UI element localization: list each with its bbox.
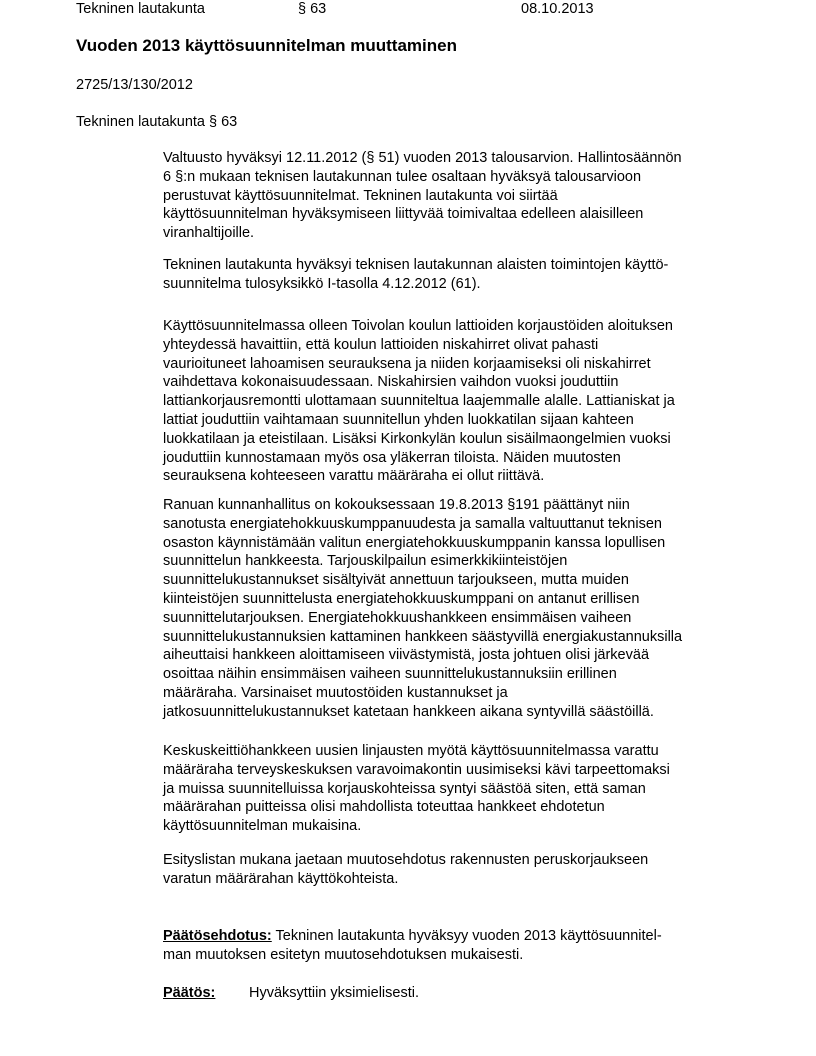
paragraph-line: suunnittelun hankkeesta. Tarjouskilpailun esimerkkikiinteistöjen bbox=[163, 553, 568, 570]
body-paragraph bbox=[163, 256, 668, 294]
paragraph-line: Keskuskeittiöhankkeen uusien linjausten myötä käyttösuunnitelmassa varattu bbox=[163, 743, 659, 759]
paragraph-line: suunnittelukustannuksien kattaminen hankkeen säästyvillä energiakustannuksilla bbox=[163, 628, 683, 645]
paragraph-line: aiheuttaisi hankkeen aloittamiseen viivästymistä, josta johtuen olisi järkevää bbox=[163, 647, 650, 664]
decision-text: Hyväksyttiin yksimielisesti. bbox=[249, 985, 419, 1001]
paragraph-line: Esityslistan mukana jaetaan muutosehdotus rakennusten peruskorjaukseen bbox=[163, 852, 649, 868]
proposal-text-1: Tekninen lautakunta hyväksyy vuoden 2013 käyttösuunnitel- bbox=[275, 928, 662, 944]
paragraph-line: määräraha terveyskeskuksen varavoimakontin uusimiseksi kävi tarpeettomaksi bbox=[163, 761, 670, 778]
header-date: 08.10.2013 bbox=[521, 1, 594, 17]
paragraph-line: osoittaa näihin ensimmäisen vaiheen suunnittelukustannuksiin erillinen bbox=[163, 666, 617, 683]
meeting-reference: Tekninen lautakunta § 63 bbox=[76, 114, 238, 130]
paragraph-line: käyttösuunnitelman mukaisina. bbox=[163, 818, 362, 835]
paragraph-line: jatkosuunnittelukustannukset katetaan hankkeen aikana syntyvillä säästöillä. bbox=[163, 703, 654, 720]
paragraph-line: käyttösuunnitelman hyväksymiseen liittyvää toimivaltaa edelleen alaisilleen bbox=[163, 206, 644, 223]
body-paragraph bbox=[163, 317, 675, 486]
paragraph-line: viranhaltijoille. bbox=[163, 225, 255, 242]
paragraph-line: seurauksena kohteeseen varattu määräraha ei ollut riittävä. bbox=[163, 468, 545, 485]
paragraph-line: lattiankorjausremontti ulottamaan suunniteltua laajemmalle alalle. Lattianiskat ja bbox=[163, 393, 675, 410]
paragraph-line: suunnittelutarjouksen. Energiatehokkuushankkeen ensimmäisen vaiheen bbox=[163, 609, 632, 626]
paragraph-line: suunnitelma tulosyksikkö I-tasolla 4.12.2012 (61). bbox=[163, 275, 481, 292]
paragraph-line: määrärahan puitteissa olisi mahdollista toteuttaa hankkeet ehdotetun bbox=[163, 799, 605, 816]
paragraph-line: kiinteistöjen suunnittelusta energiatehokkuuskumppani on antanut erillisen bbox=[163, 590, 640, 607]
record-number: 2725/13/130/2012 bbox=[76, 77, 193, 93]
body-paragraph bbox=[163, 851, 648, 889]
paragraph-line: osaston käynnistämään valitun energiatehokkuuskumppanin kanssa lopullisen bbox=[163, 534, 666, 551]
paragraph-line: varatun määrärahan käyttökohteista. bbox=[163, 870, 399, 887]
body-paragraph bbox=[163, 496, 682, 722]
paragraph-line: määräraha. Varsinaiset muutostöiden kustannukset ja bbox=[163, 684, 508, 701]
proposal-label: Päätösehdotus: bbox=[163, 928, 272, 944]
header-section: § 63 bbox=[298, 1, 327, 17]
paragraph-line: vaihdettava kokonaisuudessaan. Niskahirsien vaihdon vuoksi jouduttiin bbox=[163, 374, 619, 391]
paragraph-line: Tekninen lautakunta hyväksyi teknisen lautakunnan alaisten toimintojen käyttö- bbox=[163, 257, 669, 273]
paragraph-line: ja muissa suunnitelluissa korjauskohteissa syntyi säästöä siten, että saman bbox=[163, 780, 646, 797]
paragraph-line: Valtuusto hyväksyi 12.11.2012 (§ 51) vuoden 2013 talousarvion. Hallintosäännön bbox=[163, 150, 682, 166]
paragraph-line: luokkatilaan ja eteistilaan. Lisäksi Kirkonkylän koulun sisäilmaongelmien vuoksi bbox=[163, 430, 671, 447]
paragraph-line: vaurioituneet lahoamisen seurauksena ja niiden korjaamiseksi oli niskahirret bbox=[163, 355, 651, 372]
document-title: Vuoden 2013 käyttösuunnitelman muuttaminen bbox=[76, 36, 457, 55]
body-paragraph bbox=[163, 149, 682, 243]
paragraph-line: Käyttösuunnitelmassa olleen Toivolan koulun lattioiden korjaustöiden aloituksen bbox=[163, 318, 673, 334]
paragraph-line: sanotusta energiatehokkuuskumppanuudesta ja samalla valtuuttanut teknisen bbox=[163, 515, 662, 532]
paragraph-line: perustuvat käyttösuunnitelmat. Tekninen lautakunta voi siirtää bbox=[163, 187, 558, 204]
decision-proposal bbox=[163, 927, 662, 965]
decision-label: Päätös: bbox=[163, 985, 216, 1001]
paragraph-line: 6 §:n mukaan teknisen lautakunnan tulee osaltaan hyväksyä talousarvioon bbox=[163, 168, 642, 185]
body-paragraph bbox=[163, 742, 670, 836]
header-committee: Tekninen lautakunta bbox=[76, 1, 205, 17]
paragraph-line: yhteydessä havaittiin, että koulun lattioiden niskahirret olivat pahasti bbox=[163, 336, 599, 353]
paragraph-line: suunnittelukustannukset sisältyivät annettuun tarjoukseen, mutta muiden bbox=[163, 572, 629, 589]
paragraph-line: lattiat jouduttiin vaihtamaan suunnitellun yhden luokkatilan sijaan kahteen bbox=[163, 411, 634, 428]
paragraph-line: jouduttiin kunnostamaan myös osa yläkerran tiloista. Näiden muutosten bbox=[163, 449, 621, 466]
paragraph-line: Ranuan kunnanhallitus on kokouksessaan 19.8.2013 §191 päättänyt niin bbox=[163, 497, 630, 513]
decision bbox=[163, 984, 419, 1003]
proposal-text-2: man muutoksen esitetyn muutosehdotuksen mukaisesti. bbox=[163, 946, 524, 963]
